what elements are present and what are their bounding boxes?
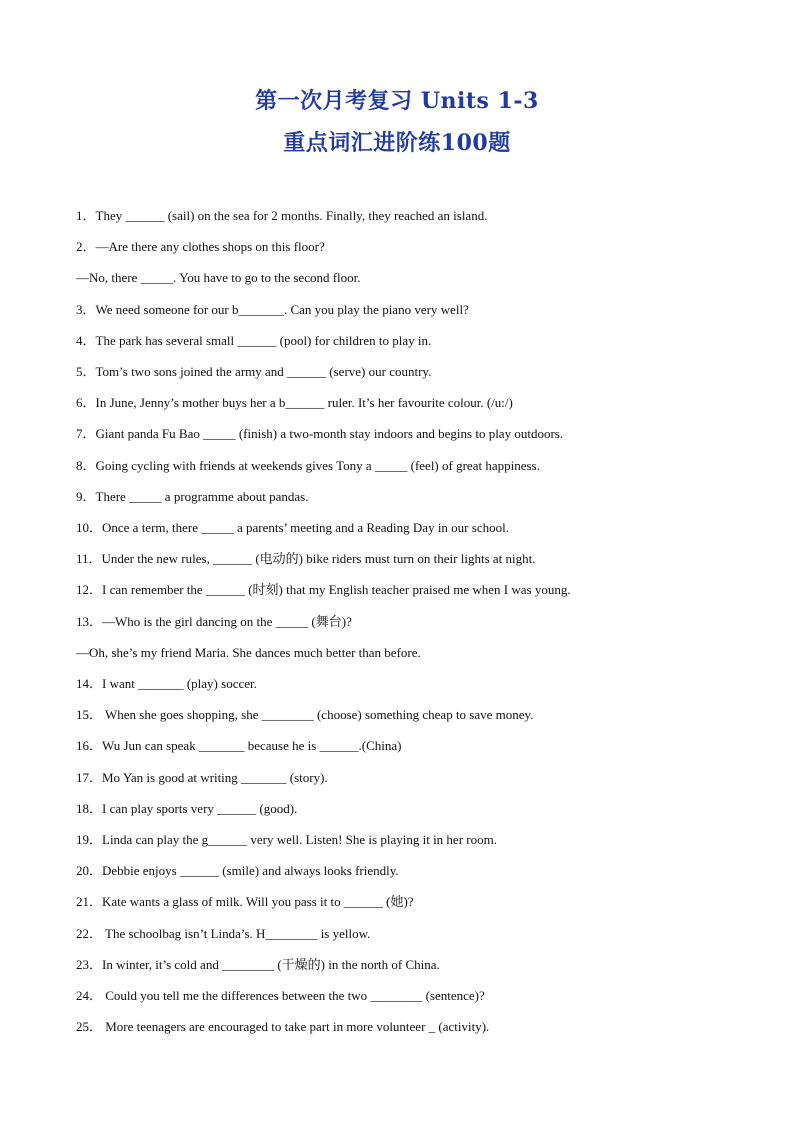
question-18: 18．I can play sports very ______ (good). [76,801,298,816]
question-17: 17．Mo Yan is good at writing _______ (story). [76,770,328,785]
question-11: 11．Under the new rules, ______ (电动的) bike riders must turn on their lights at night. [76,551,536,566]
question-7: 7．Giant panda Fu Bao _____ (finish) a two-month stay indoors and begins to play outdoors. [76,426,564,441]
question-14: 14．I want _______ (play) soccer. [76,676,257,691]
question-1: 1．They ______ (sail) on the sea for 2 months. Finally, they reached an island. [76,208,488,223]
question-5: 5．Tom’s two sons joined the army and ______ (serve) our country. [76,364,432,379]
question-6: 6．In June, Jenny’s mother buys her a b______ ruler. It’s her favourite colour. (/u:/) [76,395,513,410]
question-8: 8．Going cycling with friends at weekends gives Tony a _____ (feel) of great happiness. [76,458,540,473]
question-25: 25． More teenagers are encouraged to take part in more volunteer _ (activity). [76,1019,490,1034]
question-23: 23．In winter, it’s cold and ________ (干燥的) in the north of China. [76,957,440,972]
question-2: 2．—Are there any clothes shops on this floor? [76,239,325,254]
question-12: 12．I can remember the ______ (时刻) that my English teacher praised me when I was young. [76,582,571,597]
question-9: 9．There _____ a programme about pandas. [76,489,309,504]
page-subtitle: 重点词汇进阶练100题 [283,130,511,156]
question-22: 22． The schoolbag isn’t Linda’s. H________ is yellow. [76,926,371,941]
question-4: 4．The park has several small ______ (pool) for children to play in. [76,333,432,348]
page-title: 第一次月考复习 Units 1-3 [255,88,539,114]
question-24: 24． Could you tell me the differences between the two ________ (sentence)? [76,988,485,1003]
question-19: 19．Linda can play the g______ very well. Listen! She is playing it in her room. [76,832,497,847]
question-3: 3．We need someone for our b_______. Can you play the piano very well? [76,302,469,317]
question-13: 13．—Who is the girl dancing on the _____ (舞台)? [76,614,352,629]
question-20: 20．Debbie enjoys ______ (smile) and always looks friendly. [76,863,399,878]
question-13-answer-line: —Oh, she’s my friend Maria. She dances much better than before. [76,645,421,660]
question-2-answer-line: —No, there _____. You have to go to the second floor. [76,270,361,285]
question-16: 16．Wu Jun can speak _______ because he is ______.(China) [76,738,402,753]
question-10: 10．Once a term, there _____ a parents’ meeting and a Reading Day in our school. [76,520,509,535]
question-21: 21．Kate wants a glass of milk. Will you pass it to ______ (她)? [76,894,414,909]
question-15: 15． When she goes shopping, she ________ (choose) something cheap to save money. [76,707,534,722]
